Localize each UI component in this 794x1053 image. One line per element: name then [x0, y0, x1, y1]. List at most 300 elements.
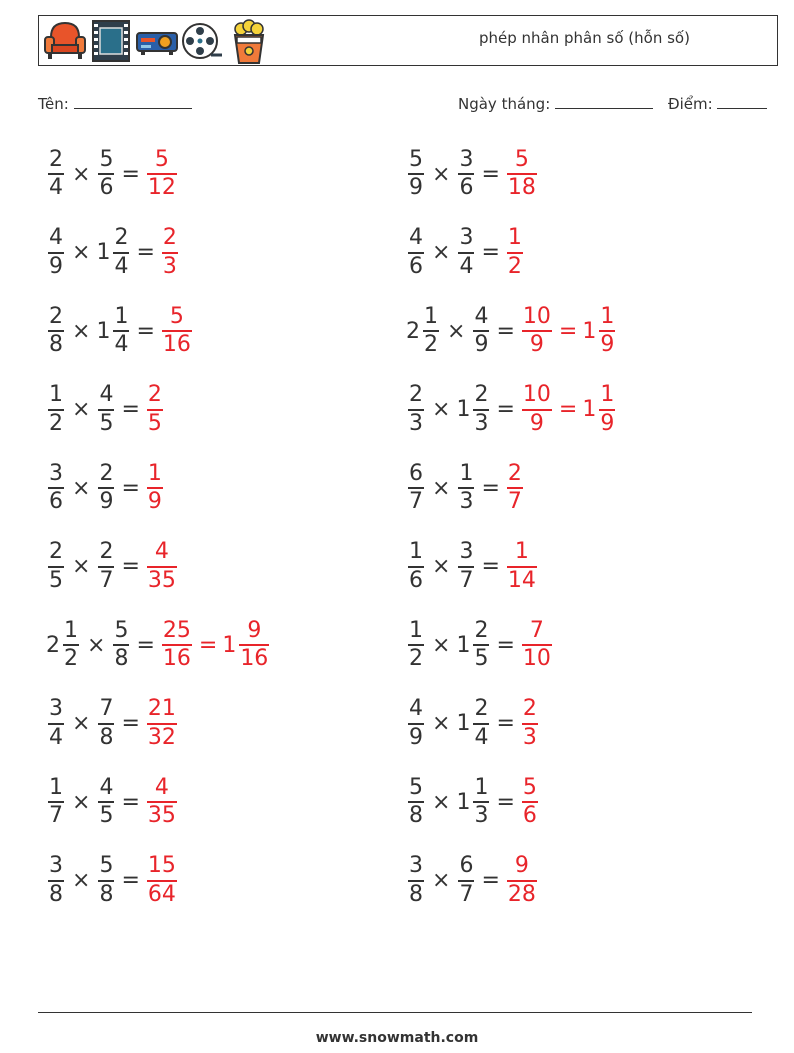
equals-sign: =	[496, 397, 515, 422]
factor-b-numerator: 2	[474, 617, 489, 643]
answer-denominator: 9	[529, 410, 544, 436]
times-sign: ×	[87, 632, 106, 658]
factor-a-fraction	[408, 383, 424, 435]
header-box	[38, 15, 778, 66]
times-sign: ×	[72, 475, 91, 501]
times-sign: ×	[432, 868, 451, 893]
name-field	[38, 94, 192, 113]
factor-b-denominator: 4	[114, 332, 129, 357]
answer	[145, 540, 179, 592]
problem-item	[406, 142, 539, 206]
factor-b-fraction	[458, 148, 474, 200]
answer	[160, 226, 180, 278]
factor-b-fraction	[98, 697, 114, 749]
factor-a-fraction	[408, 854, 424, 906]
factor-b-whole: 1	[456, 632, 471, 658]
factor-b-denominator: 3	[459, 489, 474, 514]
factor-a-denominator: 6	[49, 489, 63, 514]
answer-mixed-denominator: 9	[600, 332, 615, 357]
answer	[520, 383, 617, 435]
answer-denominator: 64	[147, 881, 176, 907]
factor-a-numerator: 5	[409, 774, 423, 800]
answer-fraction	[507, 226, 523, 278]
projector-icon	[135, 19, 179, 63]
answer-mixed-whole: 1	[222, 632, 237, 658]
factor-b-denominator: 9	[474, 332, 489, 357]
answer	[145, 854, 179, 906]
problem-item	[46, 535, 179, 599]
factor-b-fraction	[458, 540, 474, 592]
answer	[520, 697, 540, 749]
answer-denominator: 7	[507, 489, 522, 514]
factor-b-denominator: 4	[474, 724, 489, 750]
name-label: Tên:	[38, 95, 69, 113]
factor-a-whole: 2	[406, 318, 420, 344]
factor-b-numerator: 6	[459, 853, 474, 879]
answer	[160, 305, 194, 357]
times-sign: ×	[72, 789, 91, 815]
equals-sign: =	[496, 711, 515, 736]
answer-denominator: 28	[507, 881, 536, 907]
answer-numerator: 2	[507, 460, 522, 486]
factor-b-numerator: 5	[99, 853, 114, 879]
factor-b-numerator: 7	[99, 696, 114, 722]
times-sign: ×	[72, 240, 91, 265]
factor-a-numerator: 3	[49, 460, 63, 486]
answer-numerator: 5	[514, 146, 529, 172]
answer-fraction	[522, 383, 552, 435]
problem-item	[46, 142, 179, 206]
equals-sign: =	[481, 868, 500, 893]
equals-sign: =	[121, 868, 140, 893]
factor-b-fraction	[458, 462, 474, 514]
answer-numerator: 4	[154, 539, 169, 565]
score-field	[668, 94, 767, 113]
answer	[145, 776, 179, 828]
factor-a-denominator: 8	[409, 881, 423, 907]
factor-b-numerator: 5	[99, 146, 114, 172]
answer	[520, 305, 617, 357]
factor-a-numerator: 2	[49, 146, 63, 172]
factor-b-whole: 1	[456, 711, 471, 736]
factor-a-denominator: 8	[409, 803, 423, 828]
factor-a-numerator: 1	[409, 539, 423, 565]
answer-fraction	[522, 619, 552, 671]
times-sign: ×	[447, 318, 466, 344]
factor-a-numerator: 3	[409, 853, 423, 879]
problem-item	[406, 613, 554, 677]
answer-denominator: 5	[147, 410, 162, 436]
problem-item	[46, 770, 179, 834]
equals-sign: =	[121, 397, 140, 422]
times-sign: ×	[72, 161, 91, 187]
factor-b-fraction	[98, 776, 114, 828]
factor-a-fraction	[408, 226, 424, 278]
problem-item	[46, 456, 165, 520]
factor-b-numerator: 2	[474, 696, 489, 722]
answer-fraction	[147, 854, 177, 906]
answer-numerator: 9	[514, 853, 529, 879]
answer-denominator: 14	[507, 567, 536, 593]
equals-sign: =	[121, 789, 140, 815]
answer-fraction	[147, 540, 177, 592]
factor-b-denominator: 8	[99, 724, 114, 750]
factor-b-denominator: 5	[474, 646, 489, 671]
name-blank[interactable]	[74, 94, 192, 109]
footer-url: www.snowmath.com	[315, 1030, 479, 1046]
factor-a-denominator: 3	[409, 410, 423, 436]
problem-item	[46, 299, 194, 363]
factor-a-numerator: 2	[49, 303, 63, 329]
factor-a-fraction	[48, 462, 64, 514]
factor-b-whole: 1	[456, 397, 471, 422]
answer-mixed-numerator: 9	[247, 617, 262, 643]
date-blank[interactable]	[555, 94, 653, 109]
factor-a-fraction	[48, 305, 64, 357]
equals-sign: =	[136, 240, 155, 265]
armchair-icon	[43, 19, 87, 63]
factor-b-denominator: 4	[459, 253, 474, 279]
factor-a-fraction	[423, 305, 439, 357]
factor-b-fraction	[98, 148, 114, 200]
answer-numerator: 5	[522, 774, 537, 800]
answer	[505, 226, 525, 278]
factor-a-fraction	[408, 619, 424, 671]
factor-a-denominator: 9	[409, 724, 423, 750]
score-blank[interactable]	[717, 94, 767, 109]
factor-b-denominator: 9	[99, 489, 114, 514]
factor-b-fraction	[473, 697, 489, 749]
answer-fraction	[147, 462, 163, 514]
answer	[505, 462, 525, 514]
times-sign: ×	[432, 554, 451, 579]
factor-b-fraction	[98, 540, 114, 592]
times-sign: ×	[432, 711, 451, 736]
factor-b-fraction	[113, 305, 129, 357]
equals-sign: =	[496, 632, 515, 658]
answer-fraction	[507, 854, 537, 906]
factor-b-fraction	[473, 619, 489, 671]
factor-a-numerator: 3	[49, 696, 63, 722]
factor-a-fraction	[408, 462, 424, 514]
date-label: Ngày tháng:	[458, 95, 551, 113]
factor-a-numerator: 2	[409, 382, 423, 408]
factor-a-denominator: 6	[409, 253, 423, 279]
answer-fraction	[147, 148, 177, 200]
equals-sign: =	[136, 318, 155, 344]
answer-numerator: 4	[154, 774, 169, 800]
factor-a-denominator: 2	[64, 646, 78, 671]
times-sign: ×	[432, 161, 451, 187]
factor-b-fraction	[473, 305, 489, 357]
factor-b-fraction	[113, 619, 129, 671]
problem-item	[406, 692, 540, 756]
answer-numerator: 25	[162, 617, 191, 643]
factor-b-fraction	[458, 226, 474, 278]
factor-a-fraction	[408, 776, 424, 828]
answer	[505, 540, 539, 592]
answer	[505, 854, 539, 906]
equals-sign: =	[121, 711, 140, 736]
factor-a-fraction	[63, 619, 79, 671]
factor-a-fraction	[48, 148, 64, 200]
factor-a-fraction	[408, 540, 424, 592]
factor-b-denominator: 3	[474, 803, 489, 828]
answer-fraction	[162, 305, 192, 357]
answer	[145, 148, 179, 200]
factor-b-fraction	[458, 854, 474, 906]
times-sign: ×	[432, 240, 451, 265]
answer-numerator: 5	[154, 146, 169, 172]
answer-numerator: 2	[147, 382, 162, 408]
answer-denominator: 12	[147, 175, 176, 200]
answer-denominator: 16	[162, 646, 191, 671]
worksheet-title: phép nhân phân số (hỗn số)	[479, 29, 690, 47]
answer-fraction	[507, 148, 537, 200]
factor-b-fraction	[113, 226, 129, 278]
answer-fraction	[507, 540, 537, 592]
answer-denominator: 3	[522, 724, 537, 750]
factor-b-numerator: 1	[474, 774, 489, 800]
problem-item	[46, 378, 165, 442]
answer-mixed-fraction	[239, 619, 269, 671]
answer-mixed-fraction	[599, 305, 615, 357]
factor-a-numerator: 1	[409, 617, 423, 643]
factor-a-denominator: 2	[409, 646, 423, 671]
factor-a-denominator: 7	[49, 803, 63, 828]
factor-b-numerator: 3	[459, 225, 474, 251]
problem-item	[406, 221, 525, 285]
factor-a-denominator: 4	[49, 175, 63, 200]
factor-a-denominator: 8	[49, 332, 63, 357]
factor-a-fraction	[48, 854, 64, 906]
factor-b-fraction	[473, 383, 489, 435]
factor-a-whole: 2	[46, 632, 60, 658]
problem-item	[406, 849, 539, 913]
factor-b-denominator: 6	[99, 175, 114, 200]
answer-denominator: 9	[529, 332, 544, 357]
factor-b-numerator: 1	[459, 460, 474, 486]
factor-b-denominator: 5	[99, 410, 114, 436]
factor-a-denominator: 7	[409, 489, 423, 514]
factor-a-fraction	[408, 148, 424, 200]
factor-a-fraction	[48, 540, 64, 592]
equals-sign: =	[496, 318, 515, 344]
problem-item	[406, 299, 617, 363]
problem-item	[46, 221, 180, 285]
answer-fraction	[147, 697, 177, 749]
factor-a-numerator: 1	[49, 774, 63, 800]
factor-a-fraction	[48, 776, 64, 828]
equals-sign: =	[121, 161, 140, 187]
answer-mixed-denominator: 9	[600, 410, 615, 436]
answer-mixed-whole: 1	[582, 318, 597, 344]
equals-sign: =	[481, 161, 500, 187]
factor-a-numerator: 4	[49, 225, 63, 251]
answer-numerator: 21	[147, 696, 176, 722]
answer-numerator: 1	[507, 225, 522, 251]
factor-b-numerator: 5	[114, 617, 129, 643]
factor-a-denominator: 2	[424, 332, 438, 357]
times-sign: ×	[432, 397, 451, 422]
answer-numerator: 1	[147, 460, 162, 486]
answer	[145, 383, 165, 435]
times-sign: ×	[432, 789, 451, 815]
times-sign: ×	[432, 475, 451, 501]
factor-b-denominator: 7	[99, 567, 114, 593]
answer-denominator: 3	[162, 253, 177, 279]
factor-b-numerator: 1	[114, 303, 129, 329]
times-sign: ×	[72, 711, 91, 736]
factor-b-fraction	[473, 776, 489, 828]
problem-item	[46, 849, 179, 913]
problem-item	[406, 770, 540, 834]
answer-mixed-denominator: 16	[240, 646, 269, 671]
factor-a-numerator: 4	[409, 696, 423, 722]
factor-a-denominator: 5	[49, 567, 63, 593]
equals-sign: =	[481, 240, 500, 265]
factor-a-denominator: 8	[49, 881, 63, 907]
answer-equals-sign: =	[198, 632, 218, 658]
factor-a-numerator: 6	[409, 460, 423, 486]
factor-b-fraction	[98, 462, 114, 514]
equals-sign: =	[136, 632, 155, 658]
factor-a-denominator: 6	[409, 567, 423, 593]
footer-divider	[38, 1012, 752, 1013]
answer	[145, 462, 165, 514]
factor-b-denominator: 7	[459, 881, 474, 907]
answer-numerator: 10	[522, 382, 551, 408]
problem-item	[406, 535, 539, 599]
date-field	[458, 94, 653, 113]
equals-sign: =	[481, 475, 500, 501]
answer-denominator: 35	[147, 567, 176, 593]
factor-a-numerator: 5	[409, 146, 423, 172]
factor-a-denominator: 9	[409, 175, 423, 200]
answer-denominator: 6	[522, 803, 537, 828]
factor-b-numerator: 3	[459, 539, 474, 565]
equals-sign: =	[496, 789, 515, 815]
factor-a-numerator: 3	[49, 853, 63, 879]
answer-denominator: 18	[507, 175, 536, 200]
answer	[145, 697, 179, 749]
factor-b-denominator: 7	[459, 567, 474, 593]
answer-fraction	[522, 697, 538, 749]
film-frame-icon	[91, 19, 131, 63]
factor-b-numerator: 2	[99, 460, 114, 486]
factor-b-numerator: 4	[474, 303, 489, 329]
factor-a-numerator: 4	[409, 225, 423, 251]
factor-b-denominator: 8	[114, 646, 129, 671]
factor-a-denominator: 4	[49, 724, 63, 750]
times-sign: ×	[432, 632, 451, 658]
factor-b-denominator: 5	[99, 803, 114, 828]
answer-numerator: 1	[514, 539, 529, 565]
answer	[505, 148, 539, 200]
answer-fraction	[507, 462, 523, 514]
factor-b-numerator: 2	[114, 225, 129, 251]
answer-fraction	[522, 305, 552, 357]
answer-equals-sign: =	[558, 397, 578, 422]
answer-denominator: 2	[507, 253, 522, 279]
answer-denominator: 35	[147, 803, 176, 828]
problem-item	[46, 613, 271, 677]
factor-b-numerator: 4	[99, 382, 114, 408]
factor-a-denominator: 9	[49, 253, 63, 279]
equals-sign: =	[121, 554, 140, 579]
answer-equals-sign: =	[558, 318, 578, 344]
factor-b-numerator: 2	[474, 382, 489, 408]
problem-item	[406, 378, 617, 442]
factor-a-numerator: 2	[49, 539, 63, 565]
answer	[520, 776, 540, 828]
factor-b-numerator: 4	[99, 774, 114, 800]
answer-fraction	[522, 776, 538, 828]
answer-mixed-whole: 1	[582, 397, 597, 422]
equals-sign: =	[481, 554, 500, 579]
answer-mixed-numerator: 1	[600, 382, 615, 408]
answer-denominator: 16	[162, 332, 191, 357]
answer-numerator: 5	[169, 303, 184, 329]
answer-mixed-numerator: 1	[600, 303, 615, 329]
popcorn-icon	[229, 19, 269, 65]
factor-b-denominator: 6	[459, 175, 474, 200]
factor-a-numerator: 1	[49, 382, 63, 408]
factor-b-whole: 1	[96, 318, 111, 344]
factor-b-fraction	[98, 383, 114, 435]
times-sign: ×	[72, 554, 91, 579]
factor-b-numerator: 2	[99, 539, 114, 565]
factor-b-fraction	[98, 854, 114, 906]
times-sign: ×	[72, 318, 91, 344]
answer-fraction	[162, 619, 192, 671]
answer-denominator: 10	[522, 646, 551, 671]
factor-b-denominator: 4	[114, 253, 129, 279]
answer-denominator: 9	[147, 489, 162, 514]
factor-a-fraction	[48, 697, 64, 749]
factor-b-denominator: 3	[474, 410, 489, 436]
answer-fraction	[147, 776, 177, 828]
answer-numerator: 7	[529, 617, 544, 643]
answer-numerator: 10	[522, 303, 551, 329]
problem-item	[46, 692, 179, 756]
answer-numerator: 15	[147, 853, 176, 879]
answer	[520, 619, 554, 671]
problem-item	[406, 456, 525, 520]
factor-a-denominator: 2	[49, 410, 63, 436]
factor-a-fraction	[48, 226, 64, 278]
answer-fraction	[162, 226, 178, 278]
times-sign: ×	[72, 868, 91, 893]
answer-denominator: 32	[147, 724, 176, 750]
times-sign: ×	[72, 397, 91, 422]
answer-numerator: 2	[162, 225, 177, 251]
equals-sign: =	[121, 475, 140, 501]
factor-b-whole: 1	[96, 240, 111, 265]
answer-numerator: 2	[522, 696, 537, 722]
factor-a-fraction	[48, 383, 64, 435]
answer-mixed-fraction	[599, 383, 615, 435]
factor-a-numerator: 1	[424, 303, 438, 329]
answer-fraction	[147, 383, 163, 435]
score-label: Điểm:	[668, 95, 713, 113]
factor-b-denominator: 8	[99, 881, 114, 907]
factor-b-whole: 1	[456, 789, 471, 815]
factor-a-numerator: 1	[64, 617, 78, 643]
factor-b-numerator: 3	[459, 146, 474, 172]
answer	[160, 619, 271, 671]
film-reel-icon	[181, 19, 223, 63]
